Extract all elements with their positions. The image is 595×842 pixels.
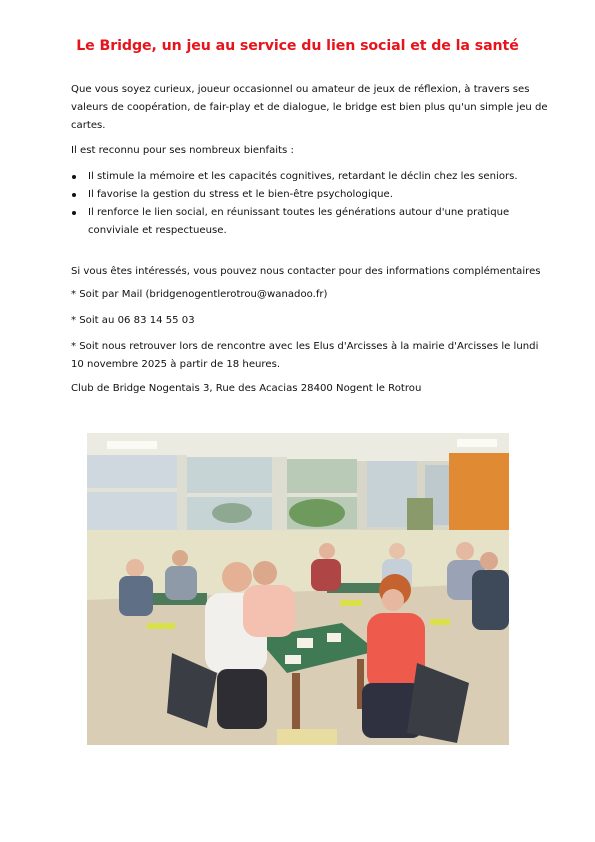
- bullet-icon: [72, 193, 76, 197]
- bullet-icon: [72, 175, 76, 179]
- list-item: [71, 186, 549, 204]
- page-title: Le Bridge, un jeu au service du lien social et de la santé: [76, 38, 519, 54]
- bridge-club-photo: [87, 433, 509, 745]
- bullet-icon: [72, 211, 76, 215]
- benefit-text: Il favorise la gestion du stress et le bien-être psychologique.: [88, 189, 393, 200]
- benefit-text: Il stimule la mémoire et les capacités cognitives, retardant le déclin chez les seniors.: [88, 171, 518, 182]
- list-item: [71, 168, 549, 186]
- benefits-intro: Il est reconnu pour ses nombreux bienfaits :: [71, 145, 294, 156]
- benefits-list: [71, 168, 549, 240]
- contact-mail: * Soit par Mail (bridgenogentlerotrou@wanadoo.fr): [71, 289, 328, 300]
- club-address: Club de Bridge Nogentais 3, Rue des Acacias 28400 Nogent le Rotrou: [71, 383, 422, 394]
- benefit-text: Il renforce le lien social, en réunissant toutes les générations autour d'une pratique conviviale et respectueuse.: [88, 207, 510, 236]
- list-item: [71, 204, 549, 240]
- contact-meeting: * Soit nous retrouver lors de rencontre avec les Elus d'Arcisses à la mairie d'Arcisses le lundi 10 novembre 2025 à partir de 18 heures.: [71, 341, 539, 370]
- intro-paragraph: Que vous soyez curieux, joueur occasionnel ou amateur de jeux de réflexion, à travers ses valeurs de coopération, de fair-play et de dialogue, le bridge est bien plus qu'un simple jeu de cartes.: [71, 84, 548, 131]
- contact-phone: * Soit au 06 83 14 55 03: [71, 315, 195, 326]
- contact-intro: Si vous êtes intéressés, vous pouvez nous contacter pour des informations complémentaires: [71, 266, 541, 277]
